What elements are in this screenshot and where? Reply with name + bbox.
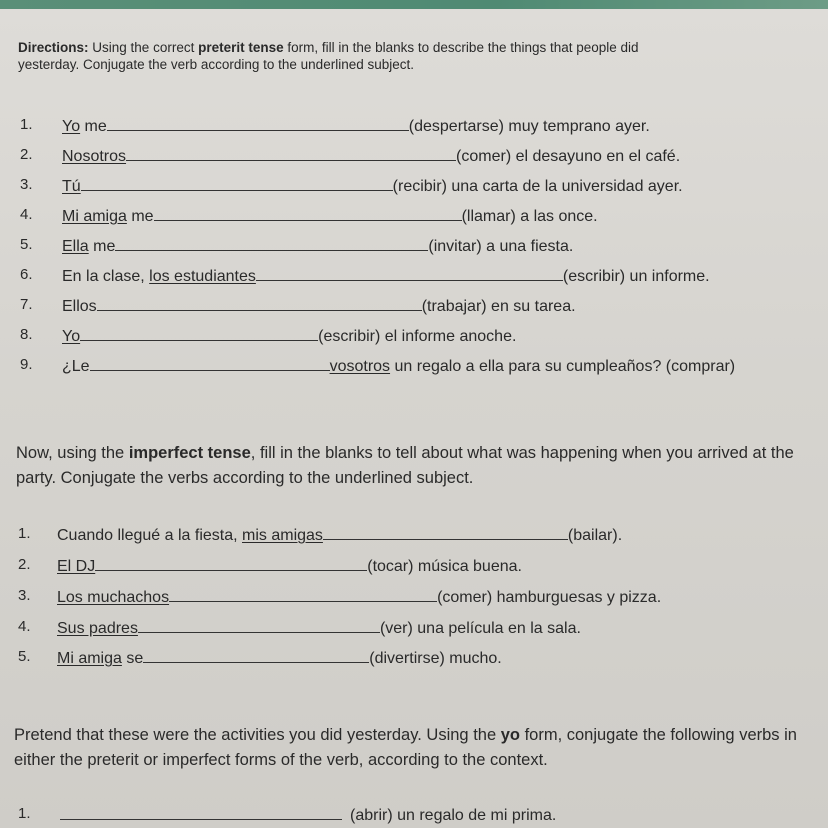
underlined-subject: Mi amiga	[57, 650, 122, 667]
item-number: 5.	[20, 236, 33, 253]
section3-instructions	[14, 723, 826, 773]
directions-line-2: yesterday. Conjugate the verb according to the underlined subject.	[18, 57, 414, 72]
underlined-subject: El DJ	[57, 558, 96, 575]
item-text: (despertarse) muy temprano ayer.	[408, 118, 650, 135]
item-text: (abrir) un regalo de mi prima.	[350, 807, 557, 824]
item-text: Cuando llegué a la fiesta,	[57, 527, 243, 544]
s2-item-2-body	[57, 556, 522, 576]
answer-blank[interactable]	[138, 618, 380, 633]
s2-item-3	[18, 587, 31, 605]
underlined-subject: Sus padres	[57, 620, 138, 637]
answer-blank[interactable]	[115, 236, 428, 251]
s2-item-5-body	[57, 648, 502, 668]
item-text: En la clase,	[62, 268, 150, 285]
underlined-subject: los estudiantes	[149, 268, 256, 285]
item-text: (bailar).	[567, 527, 623, 544]
item-number: 4.	[18, 618, 31, 635]
underlined-subject: Ella	[62, 238, 89, 255]
s3-item-1-body	[60, 805, 556, 825]
answer-blank[interactable]	[95, 556, 367, 571]
item-text: (comer) el desayuno en el café.	[456, 148, 681, 165]
item-number: 9.	[20, 356, 33, 373]
s1-item-5-body	[62, 236, 573, 256]
s2-item-4	[18, 618, 31, 636]
s2-item-2	[18, 556, 31, 574]
underlined-subject: Los muchachos	[57, 589, 170, 606]
directions-bold: preterit tense	[198, 40, 284, 55]
s1-item-4-body	[62, 206, 598, 226]
underlined-subject: Yo	[62, 328, 81, 345]
s2-item-4-body	[57, 618, 581, 638]
underlined-subject: Tú	[62, 178, 81, 195]
answer-blank[interactable]	[97, 296, 422, 311]
answer-blank[interactable]	[323, 525, 568, 540]
item-text: ¿Le	[62, 358, 90, 375]
answer-blank[interactable]	[107, 116, 409, 131]
para-text: Pretend that these were the activities you did yesterday. Using the	[14, 726, 501, 744]
answer-blank[interactable]	[90, 356, 330, 371]
s1-item-1	[20, 116, 33, 134]
s1-item-8	[20, 326, 33, 344]
item-text: (invitar) a una fiesta.	[428, 238, 574, 255]
s1-item-5	[20, 236, 33, 254]
item-text: (llamar) a las once.	[461, 208, 598, 225]
item-number: 2.	[18, 556, 31, 573]
para-bold: yo	[500, 726, 520, 744]
item-text: un regalo a ella para su cumpleaños? (comprar)	[390, 358, 736, 375]
item-text: me	[126, 208, 154, 225]
para-text: Now, using the	[16, 444, 129, 462]
section2-instructions	[16, 441, 824, 491]
item-text: me	[88, 238, 116, 255]
item-number: 1.	[18, 805, 31, 822]
item-number: 1.	[20, 116, 33, 133]
item-number: 5.	[18, 648, 31, 665]
s1-item-9	[20, 356, 33, 374]
item-text: (recibir) una carta de la universidad ayer.	[392, 178, 683, 195]
s1-item-4	[20, 206, 33, 224]
s1-item-2-body	[62, 146, 680, 166]
answer-blank[interactable]	[60, 805, 342, 820]
directions-text: Using the correct	[92, 40, 199, 55]
item-number: 3.	[18, 587, 31, 604]
answer-blank[interactable]	[81, 176, 393, 191]
item-text: (divertirse) mucho.	[369, 650, 502, 667]
underlined-subject: Mi amiga	[62, 208, 127, 225]
item-number: 7.	[20, 296, 33, 313]
item-text: (comer) hamburguesas y pizza.	[437, 589, 662, 606]
s1-item-2	[20, 146, 33, 164]
answer-blank[interactable]	[256, 266, 563, 281]
directions-label: Directions:	[18, 40, 89, 55]
underlined-subject: Nosotros	[62, 148, 127, 165]
item-number: 4.	[20, 206, 33, 223]
para-text-2: , fill in the blanks to tell about what was happening when you arrived at the party. Conjugate the verbs according to the underlined subject.	[16, 444, 794, 487]
answer-blank[interactable]	[126, 146, 456, 161]
item-number: 8.	[20, 326, 33, 343]
s2-item-5	[18, 648, 31, 666]
s2-item-1-body	[57, 525, 622, 545]
item-text: (escribir) el informe anoche.	[318, 328, 517, 345]
answer-blank[interactable]	[169, 587, 437, 602]
underlined-subject: vosotros	[329, 358, 391, 375]
item-number: 1.	[18, 525, 31, 542]
s2-item-1	[18, 525, 31, 543]
item-number: 3.	[20, 176, 33, 193]
top-color-band	[0, 0, 828, 9]
s1-item-6	[20, 266, 33, 284]
s2-item-3-body	[57, 587, 661, 607]
item-number: 6.	[20, 266, 33, 283]
item-number: 2.	[20, 146, 33, 163]
s1-item-6-body	[62, 266, 710, 286]
underlined-subject: Yo	[62, 118, 81, 135]
underlined-subject: mis amigas	[242, 527, 323, 544]
subject-text: Ellos	[62, 298, 97, 315]
s1-item-3-body	[62, 176, 683, 196]
answer-blank[interactable]	[143, 648, 369, 663]
s1-item-1-body	[62, 116, 650, 136]
para-bold: imperfect tense	[128, 444, 251, 462]
s1-item-7-body	[62, 296, 576, 316]
item-text: me	[80, 118, 107, 135]
answer-blank[interactable]	[80, 326, 318, 341]
answer-blank[interactable]	[154, 206, 462, 221]
s3-item-1	[18, 805, 31, 823]
item-text: (escribir) un informe.	[562, 268, 710, 285]
item-text: (trabajar) en su tarea.	[421, 298, 576, 315]
item-text: (tocar) música buena.	[367, 558, 522, 575]
directions-text-2: form, fill in the blanks to describe the things that people did	[283, 40, 639, 55]
s1-item-7	[20, 296, 33, 314]
s1-item-9-body	[62, 356, 735, 376]
item-text: se	[121, 650, 144, 667]
s1-item-3	[20, 176, 33, 194]
s1-item-8-body	[62, 326, 516, 346]
item-text: (ver) una película en la sala.	[379, 620, 581, 637]
para-text-2: form, conjugate the following verbs in either the preterit or imperfect forms of the verb, according to the context.	[14, 726, 797, 769]
directions-line-1	[18, 40, 639, 56]
